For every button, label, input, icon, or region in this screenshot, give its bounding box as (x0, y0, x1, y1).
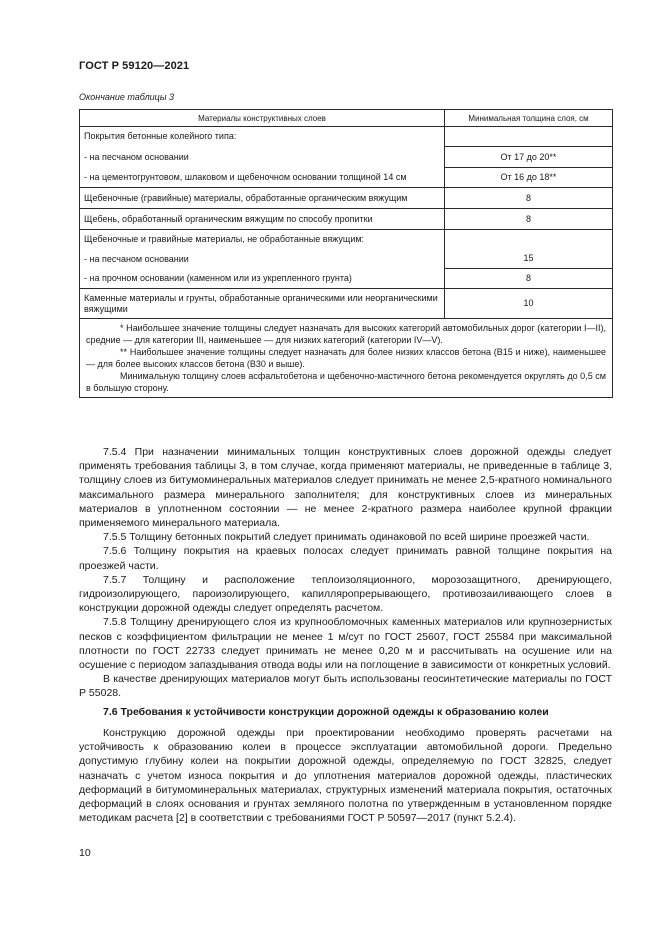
column-header-materials: Материалы конструктивных слоев (80, 110, 445, 127)
thickness-cell (445, 230, 613, 250)
paragraph: 7.5.4 При назначении минимальных толщин конструктивных слоев дорожной одежды следует применять требования таблицы 3, в том случае, когда применяют материалы, не приведенные в таблице 3, толщину слоев из битумоминеральных материалов следует принимать не менее 2,5-кратного номинального максимального размера минерального заполнителя; для конструктивных слоев из минеральных материалов в уплотненном состоянии — не менее 2-кратного размера наиболее крупной фракции применяемого минерального материала. (79, 446, 612, 530)
section-heading: 7.6 Требования к устойчивости конструкции дорожной одежды к образованию колеи (103, 706, 549, 718)
paragraph: В качестве дренирующих материалов могут быть использованы геосинтетические материалы по ГОСТ Р 55028. (79, 673, 612, 700)
material-cell: Щебень, обработанный органическим вяжущим по способу пропитки (80, 209, 445, 230)
material-cell: Щебеночные и гравийные материалы, не обработанные вяжущим: (80, 230, 445, 250)
column-header-thickness: Минимальная толщина слоя, см (445, 110, 613, 127)
table-row (80, 147, 613, 168)
thickness-cell: 8 (445, 209, 613, 230)
thickness-cell: 15 (445, 250, 613, 269)
table-row (80, 230, 613, 250)
table-caption: Окончание таблицы 3 (79, 92, 174, 102)
paragraph: Конструкцию дорожной одежды при проектировании необходимо проверять расчетами на устойчивость к образованию колеи в процессе эксплуатации автомобильной дороги. Предельно допустимую глубину колеи на покрытии дорожной одежды, определяемую по ГОСТ 32825, следует назначать с учетом износа покрытия и до уплотнения материалов дорожной одежды, пластических деформаций в битумоминеральных материалах, структурных изменений материала покрытия, остаточных деформаций в слоях основания и грунтах земляного полотна по утвержденным в установленном порядке методикам расчета [2] в соответствии с требованиями ГОСТ Р 50597—2017 (пункт 5.2.4). (79, 727, 612, 825)
thickness-table (79, 109, 613, 398)
clause-paragraphs (79, 445, 612, 701)
table-header-row (80, 110, 613, 127)
table-row (80, 250, 613, 269)
footnote: ** Наибольшее значение толщины следует назначать для более низких классов бетона (B15 и ниже), наименьшее — для более высоких классов бетона (B30 и выше). (86, 347, 606, 369)
thickness-cell: 8 (445, 188, 613, 209)
document-code: ГОСТ Р 59120—2021 (79, 60, 190, 72)
thickness-cell: От 17 до 20** (445, 147, 613, 168)
thickness-cell: 10 (445, 289, 613, 319)
footnote: * Наибольшее значение толщины следует назначать для высоких категорий автомобильных дорог (категории I—II), средние — для категории III, наименьшее — для низких категорий (категории IV—V). (86, 323, 606, 345)
material-cell: - на песчаном основании (80, 147, 445, 168)
thickness-cell: От 16 до 18** (445, 168, 613, 188)
table-row (80, 289, 613, 319)
paragraph: 7.5.5 Толщину бетонных покрытий следует принимать одинаковой по всей ширине проезжей части. (103, 531, 590, 544)
material-cell: - на цементогрунтовом, шлаковом и щебеночном основании толщиной 14 см (80, 168, 445, 188)
paragraph: 7.5.8 Толщину дренирующего слоя из крупнообломочных каменных материалов или крупнозернистых песков с коэффициентом фильтрации не менее 1 м/сут по ГОСТ 25607, ГОСТ 25584 при максимальной плотности по ГОСТ 22733 следует принимать не менее 0,20 м и рассчитывать на осушение или на осушение с периодом запаздывания отвода воды или на поглощение в зависимости от конкретных условий. (79, 616, 612, 672)
table-row (80, 168, 613, 188)
material-cell: Покрытия бетонные колейного типа: (80, 127, 445, 147)
table-row (80, 127, 613, 147)
material-cell: - на песчаном основании (80, 250, 445, 269)
footnote: Минимальную толщину слоев асфальтобетона и щебеночно-мастичного бетона рекомендуется округлять до 0,5 см в большую сторону. (86, 371, 606, 393)
material-cell: - на прочном основании (каменном или из укрепленного грунта) (80, 269, 445, 289)
paragraph: 7.5.6 Толщину покрытия на краевых полосах следует принимать равной толщине покрытия на проезжей части. (79, 545, 612, 572)
thickness-cell: 8 (445, 269, 613, 289)
table-row (80, 209, 613, 230)
table-footnotes (80, 319, 613, 398)
material-cell: Каменные материалы и грунты, обработанные органическими или неорганическими вяжущими (80, 289, 445, 319)
material-cell: Щебеночные (гравийные) материалы, обработанные органическим вяжущим (80, 188, 445, 209)
table-row (80, 188, 613, 209)
page-number: 10 (79, 847, 91, 859)
table-row (80, 269, 613, 289)
thickness-cell (445, 127, 613, 147)
table-footnotes-row (80, 319, 613, 398)
section-body (79, 726, 612, 825)
paragraph: 7.5.7 Толщину и расположение теплоизоляционного, морозозащитного, дренирующего, гидроизолирующего, пароизолирующего, капилляропрерывающего, противозаиливающего слоев в конструкции дорожной одежды следует определять расчетом. (79, 573, 612, 615)
